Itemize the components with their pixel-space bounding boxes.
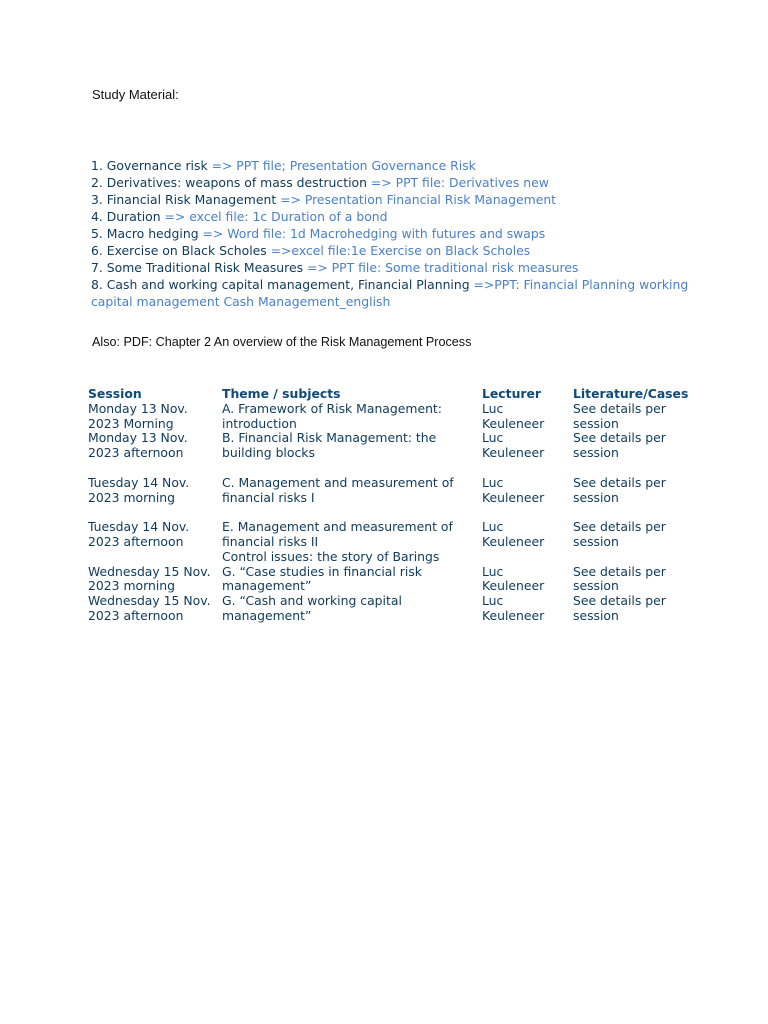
cell-lecturer: Luc Keuleneer	[482, 400, 545, 431]
cell-literature: See details per session	[573, 519, 666, 549]
table-row	[86, 594, 700, 624]
also-pdf-note: Also: PDF: Chapter 2 An overview of the Risk Management Process	[92, 335, 472, 349]
material-title: 8. Cash and working capital management, Financial Planning	[91, 277, 474, 292]
cell-literature	[571, 550, 700, 565]
cell-literature: See details per session	[573, 474, 666, 505]
material-link[interactable]: =>excel file:1e Exercise on Black Scholes	[270, 243, 531, 258]
material-link[interactable]: => PPT file: Some traditional risk measures	[306, 260, 579, 275]
list-item	[91, 242, 691, 259]
material-link[interactable]: => excel file: 1c Duration of a bond	[164, 209, 388, 224]
cell-theme: Control issues: the story of Barings	[222, 548, 440, 564]
list-item	[91, 157, 691, 174]
material-link[interactable]: => PPT file: Derivatives new	[370, 175, 549, 190]
material-link[interactable]: => PPT file; Presentation Governance Risk	[211, 158, 476, 173]
cell-session: Wednesday 15 Nov. 2023 morning	[88, 563, 211, 594]
material-link[interactable]: => Word file: 1d Macrohedging with futures and swaps	[202, 226, 546, 241]
sessions-table	[86, 386, 700, 624]
cell-session: Tuesday 14 Nov. 2023 morning	[88, 474, 190, 505]
material-link[interactable]: =>PPT: Financial Planning working capital management Cash Management_english	[91, 277, 689, 309]
table-row	[86, 476, 700, 520]
material-title: 6. Exercise on Black Scholes	[91, 243, 271, 258]
table-row	[86, 565, 700, 595]
table-header-row	[86, 386, 700, 402]
header-session: Session	[88, 386, 142, 401]
list-item	[91, 174, 691, 191]
study-material-list	[91, 157, 691, 310]
cell-literature: See details per session	[573, 593, 666, 623]
material-title: 7. Some Traditional Risk Measures	[91, 260, 307, 275]
cell-session: Monday 13 Nov. 2023 afternoon	[88, 430, 188, 461]
material-link[interactable]: => Presentation Financial Risk Management	[280, 192, 557, 207]
cell-lecturer: Luc Keuleneer	[482, 519, 545, 549]
cell-lecturer: Luc Keuleneer	[482, 563, 545, 594]
cell-session: Wednesday 15 Nov. 2023 afternoon	[88, 593, 211, 623]
material-title: 1. Governance risk	[91, 158, 212, 173]
cell-session: Monday 13 Nov. 2023 Morning	[88, 400, 188, 431]
cell-theme: E. Management and measurement of financial risks II	[222, 519, 453, 549]
material-title: 3. Financial Risk Management	[91, 192, 281, 207]
cell-lecturer: Luc Keuleneer	[482, 474, 545, 505]
header-theme: Theme / subjects	[222, 386, 341, 401]
cell-theme: B. Financial Risk Management: the building blocks	[222, 430, 437, 461]
list-item	[91, 208, 691, 225]
material-title: 2. Derivatives: weapons of mass destruction	[91, 175, 371, 190]
list-item	[91, 225, 691, 242]
cell-theme: C. Management and measurement of financial risks I	[222, 474, 454, 505]
study-material-heading: Study Material:	[92, 87, 179, 102]
cell-literature: See details per session	[573, 400, 666, 431]
table-row	[86, 550, 700, 565]
list-item	[91, 191, 691, 208]
cell-theme: G. “Case studies in financial risk management”	[222, 563, 422, 594]
cell-lecturer: Luc Keuleneer	[482, 430, 545, 461]
cell-theme: A. Framework of Risk Management: introduction	[222, 400, 442, 431]
material-title: 5. Macro hedging	[91, 226, 203, 241]
cell-session	[86, 550, 220, 565]
header-literature: Literature/Cases	[573, 386, 689, 401]
table-row	[86, 402, 700, 432]
cell-lecturer: Luc Keuleneer	[482, 593, 545, 623]
cell-theme: G. “Cash and working capital management”	[222, 593, 402, 623]
list-item	[91, 259, 691, 276]
cell-literature: See details per session	[573, 430, 666, 461]
cell-literature: See details per session	[573, 563, 666, 594]
list-item	[91, 276, 691, 310]
material-title: 4. Duration	[91, 209, 165, 224]
table-row	[86, 520, 700, 550]
cell-lecturer	[480, 550, 571, 565]
table-row	[86, 431, 700, 475]
header-lecturer: Lecturer	[482, 386, 542, 401]
cell-session: Tuesday 14 Nov. 2023 afternoon	[88, 519, 190, 549]
